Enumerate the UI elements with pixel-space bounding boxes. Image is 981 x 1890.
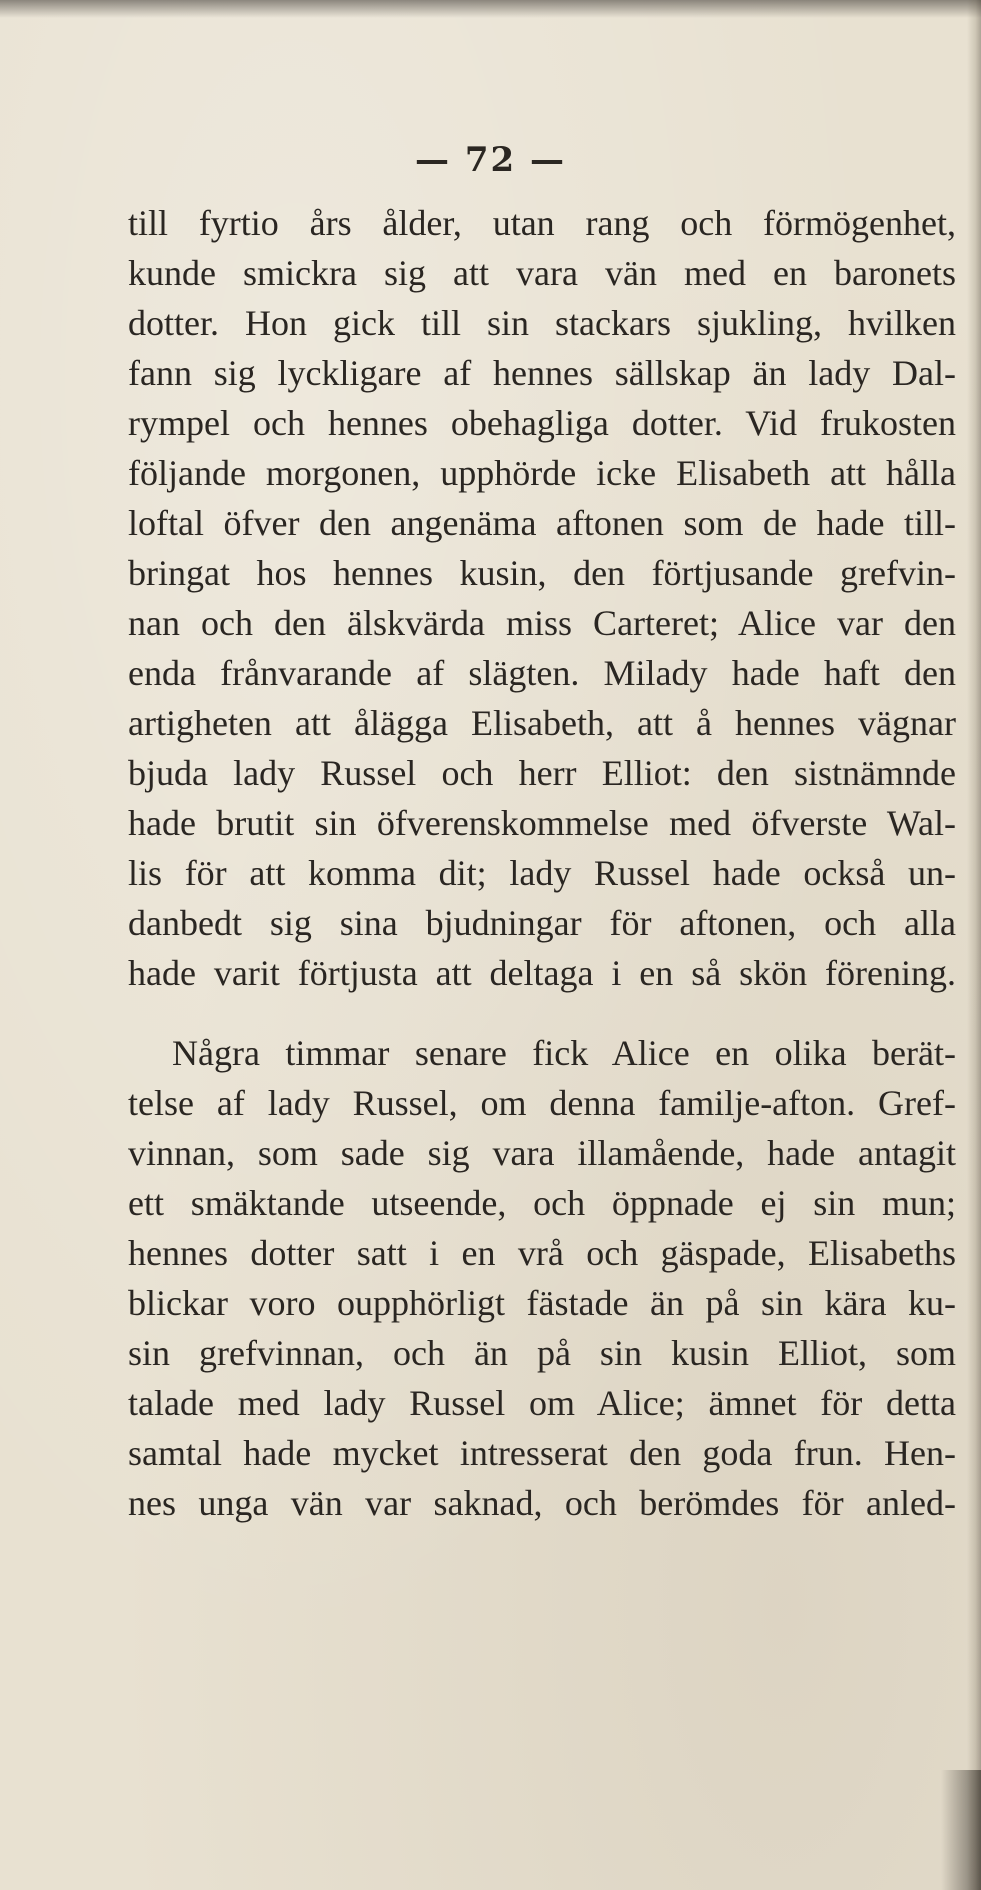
text-line: kunde smickra sig att vara vän med en baronets [128,253,956,293]
text-line: sin grefvinnan, och än på sin kusin Elliot, som [128,1333,956,1373]
text-line: vinnan, som sade sig vara illamående, hade antagit [128,1133,956,1173]
paragraph-gap [128,998,956,1028]
text-line: ett smäktande utseende, och öppnade ej sin mun; [128,1183,956,1223]
text-line: danbedt sig sina bjudningar för aftonen, och alla [128,903,956,943]
text-line: till fyrtio års ålder, utan rang och förmögenhet, [128,203,956,243]
text-line: loftal öfver den angenäma aftonen som de hade till- [128,503,956,543]
text-line: talade med lady Russel om Alice; ämnet för detta [128,1383,956,1423]
text-line: följande morgonen, upphörde icke Elisabeth att hålla [128,453,956,493]
text-line: hade brutit sin öfverenskommelse med öfverste Wal- [128,803,956,843]
text-line: lis för att komma dit; lady Russel hade också un- [128,853,956,893]
text-line: samtal hade mycket intresserat den goda frun. Hen- [128,1433,956,1473]
body-text [128,198,956,1528]
text-line: fann sig lyckligare af hennes sällskap än lady Dal- [128,353,956,393]
text-line: nes unga vän var saknad, och berömdes för anled- [128,1483,956,1523]
paragraph-1 [128,198,956,998]
page-right-shadow [967,0,981,1890]
page-top-shadow [0,0,981,18]
text-line: dotter. Hon gick till sin stackars sjukling, hvilken [128,303,956,343]
text-line: blickar voro oupphörligt fästade än på sin kära ku- [128,1283,956,1323]
text-line: hade varit förtjusta att deltaga i en så skön förening. [128,953,956,993]
text-line: bjuda lady Russel och herr Elliot: den sistnämnde [128,753,956,793]
text-line: nan och den älskvärda miss Carteret; Alice var den [128,603,956,643]
text-line: hennes dotter satt i en vrå och gäspade, Elisabeths [128,1233,956,1273]
text-line: enda frånvarande af slägten. Milady hade haft den [128,653,956,693]
paragraph-2 [128,1028,956,1528]
page-corner-shadow [941,1770,981,1890]
text-line: telse af lady Russel, om denna familje-afton. Gref- [128,1083,956,1123]
page-number: — 72 — [415,140,566,180]
text-line: bringat hos hennes kusin, den förtjusande grefvin- [128,553,956,593]
text-line: rympel och hennes obehagliga dotter. Vid frukosten [128,403,956,443]
text-line: Några timmar senare fick Alice en olika berät- [172,1033,956,1073]
text-line: artigheten att ålägga Elisabeth, att å hennes vägnar [128,703,956,743]
